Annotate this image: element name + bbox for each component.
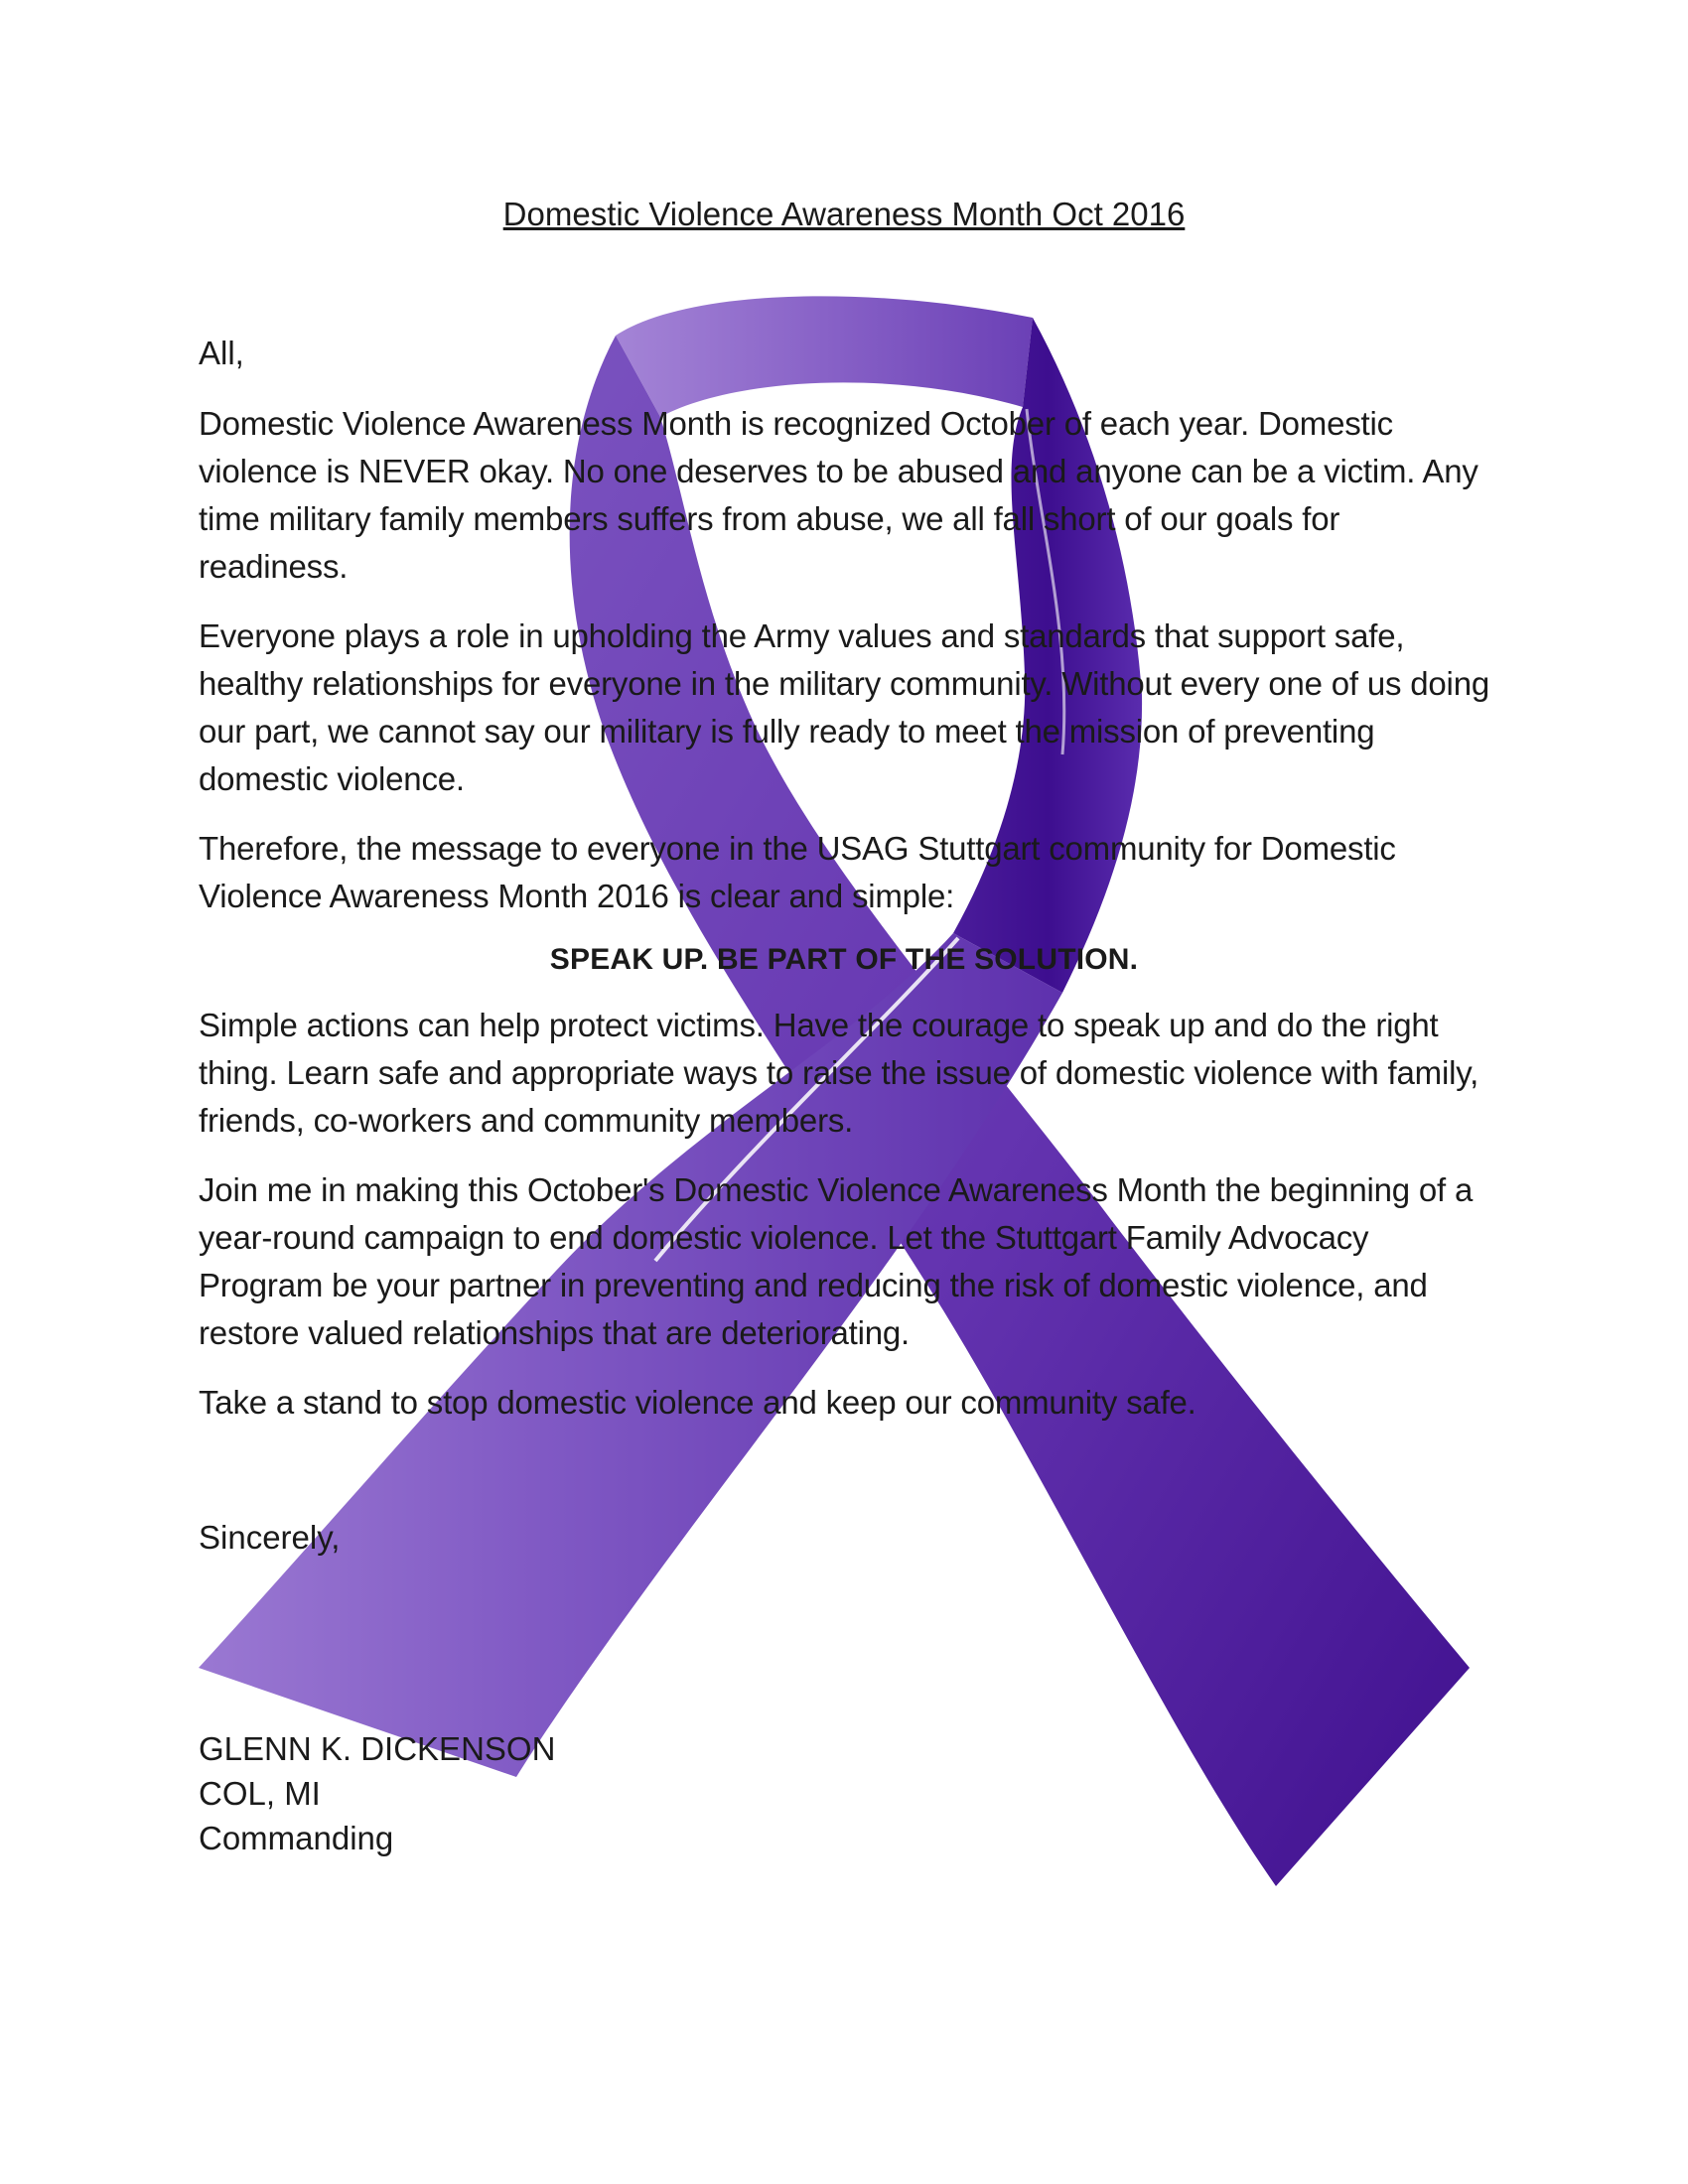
page-title: Domestic Violence Awareness Month Oct 2016 xyxy=(502,196,1186,232)
paragraph: Therefore, the message to everyone in the USAG Stuttgart community for Domestic Violence Awareness Month 2016 is clear and simple: xyxy=(199,830,1396,915)
letter-body xyxy=(199,195,1489,1860)
paragraph: Simple actions can help protect victims. Have the courage to speak up and do the right thing. Learn safe and appropriate ways to raise the issue of domestic violence with family, friends, co-workers and community members. xyxy=(199,1007,1479,1140)
greeting: All, xyxy=(199,334,244,371)
signature-position: Commanding xyxy=(199,1819,394,1856)
paragraph: Take a stand to stop domestic violence and keep our community safe. xyxy=(199,1384,1196,1422)
paragraph: Everyone plays a role in upholding the Army values and standards that support safe, healthy relationships for everyone in the military community. Without every one of us doing our part, we cannot say our military is fully ready to meet the mission of preventing domestic violence. xyxy=(199,617,1489,798)
signature-name: GLENN K. DICKENSON xyxy=(199,1729,556,1767)
slogan: SPEAK UP. BE PART OF THE SOLUTION. xyxy=(549,943,1139,977)
closing: Sincerely, xyxy=(199,1519,341,1557)
signature-rank: COL, MI xyxy=(199,1774,321,1812)
signature-block xyxy=(199,1726,1489,1860)
paragraph: Join me in making this October's Domestic Violence Awareness Month the beginning of a year-round campaign to end domestic violence. Let the Stuttgart Family Advocacy Program be your partner in preventing and reducing the risk of domestic violence, and restore valued relationships that are deteriorating. xyxy=(199,1171,1474,1352)
paragraph: Domestic Violence Awareness Month is recognized October of each year. Domestic violence is NEVER okay. No one deserves to be abused and anyone can be a victim. Any time military family members suffers from abuse, we all fall short of our goals for readiness. xyxy=(199,405,1478,586)
